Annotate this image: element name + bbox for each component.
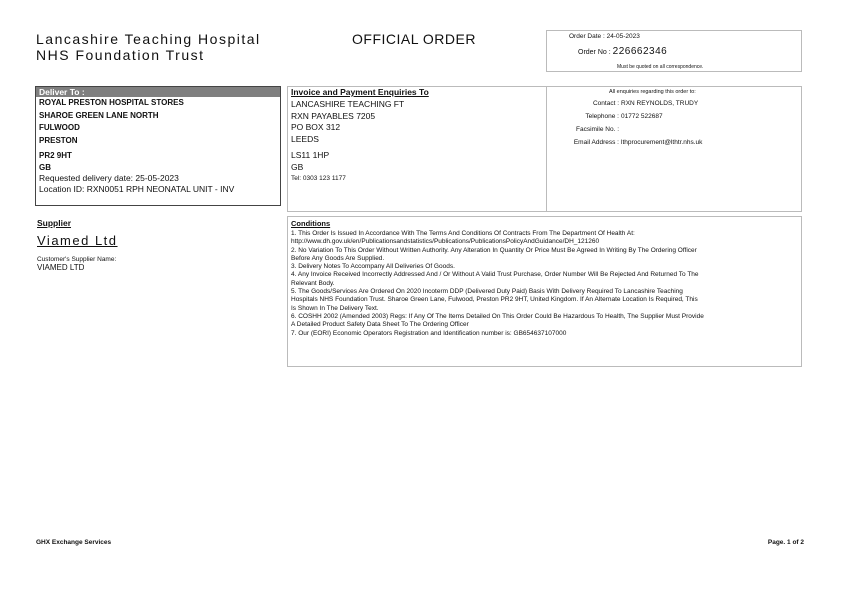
telephone-value: 01772 522687 xyxy=(621,113,663,120)
condition-line: 2. No Variation To This Order Without Written Authority. Any Alteration In Quantity Or Price Must Be Agreed In Writing By The Ordering Officer xyxy=(291,246,697,254)
invoice-country: GB xyxy=(291,161,304,172)
deliver-line: SHAROE GREEN LANE NORTH xyxy=(39,110,159,120)
contact-value: RXN REYNOLDS, TRUDY xyxy=(621,100,699,107)
conditions-heading: Conditions xyxy=(291,219,331,228)
condition-line: http://www.dh.gov.uk/en/Publicationsandstatistics/Publications/PublicationsPolicyAndGuidance/DH_121260 xyxy=(291,238,600,246)
supplier-name: Viamed Ltd xyxy=(37,233,118,248)
invoice-heading: Invoice and Payment Enquiries To xyxy=(291,87,429,97)
supplier-section xyxy=(37,218,118,272)
trust-line-1: Lancashire Teaching Hospital xyxy=(36,31,261,47)
invoice-line: LEEDS xyxy=(291,133,319,144)
trust-line-2: NHS Foundation Trust xyxy=(36,47,205,63)
location-id: Location ID: RXN0051 RPH NEONATAL UNIT - INV xyxy=(39,183,235,194)
order-date-label: Order Date : xyxy=(569,33,605,40)
invoice-tel: Tel: 0303 123 1177 xyxy=(291,175,346,182)
invoice-address xyxy=(291,99,404,185)
invoice-line: PO BOX 312 xyxy=(291,122,341,132)
condition-line: Is Shown In The Delivery Text. xyxy=(291,304,379,312)
supplier-heading: Supplier xyxy=(37,218,72,228)
contact-label: Contact : xyxy=(592,100,619,107)
condition-line: Relevant Body. xyxy=(291,279,335,287)
condition-line: 7. Our (EORI) Economic Operators Registration and Identification number is: GB654637107000 xyxy=(291,329,567,337)
deliver-line: PRESTON xyxy=(39,135,78,145)
email-value: lthprocurement@lthtr.nhs.uk xyxy=(621,139,703,146)
deliver-address xyxy=(39,98,234,194)
condition-line: 3. Delivery Notes To Accompany All Deliveries Of Goods. xyxy=(291,263,455,271)
order-date-value: 24-05-2023 xyxy=(606,33,640,40)
invoice-postcode: LS11 1HP xyxy=(291,150,330,160)
contact-labels xyxy=(547,100,619,152)
footer-left: GHX Exchange Services xyxy=(36,539,112,546)
invoice-line: RXN PAYABLES 7205 xyxy=(291,110,376,121)
contact-values xyxy=(621,100,702,152)
order-no-row xyxy=(578,46,667,57)
fax-label: Facsimile No. : xyxy=(576,126,619,133)
fax-value xyxy=(621,126,702,139)
invoice-box xyxy=(287,86,546,212)
quote-note: Must be quoted on all correspondence. xyxy=(617,64,704,70)
invoice-line: LANCASHIRE TEACHING FT xyxy=(291,99,405,109)
condition-line: 5. The Goods/Services Are Ordered On 2020 Incoterm DDP (Delivered Duty Paid) Basis With Delivery Required To Lancashire Teaching xyxy=(291,288,683,296)
deliver-line: FULWOOD xyxy=(39,123,80,132)
conditions-box xyxy=(287,216,802,367)
email-label: Email Address : xyxy=(573,139,619,146)
conditions-text xyxy=(291,230,801,338)
document-title: OFFICIAL ORDER xyxy=(352,31,476,47)
deliver-country: GB xyxy=(39,162,51,172)
enquiries-note: All enquiries regarding this order to: xyxy=(609,89,696,95)
customer-supplier-label: Customer's Supplier Name: xyxy=(37,256,117,263)
telephone-label: Telephone : xyxy=(585,113,619,120)
condition-line: Before Any Goods Are Supplied. xyxy=(291,254,385,262)
condition-line: Hospitals NHS Foundation Trust. Sharoe Green Lane, Fulwood, Preston PR2 9HT, United Kingdom. If An Alternate Location Is Required, This xyxy=(291,296,698,304)
trust-name xyxy=(36,31,261,63)
deliver-to-box xyxy=(35,86,281,206)
customer-supplier-value: VIAMED LTD xyxy=(37,263,85,272)
contact-box xyxy=(546,86,802,212)
order-no-label: Order No : xyxy=(578,49,611,56)
deliver-to-heading: Deliver To : xyxy=(36,87,280,97)
condition-line: A Detailed Product Safety Data Sheet To The Ordering Officer xyxy=(291,321,469,329)
deliver-line: ROYAL PRESTON HOSPITAL STORES xyxy=(39,98,184,107)
deliver-postcode: PR2 9HT xyxy=(39,151,72,160)
condition-line: 1. This Order Is Issued In Accordance With The Terms And Conditions Of Contracts From The Department Of Health At: xyxy=(291,230,635,237)
order-no-value: 226662346 xyxy=(612,46,668,57)
order-date-row xyxy=(569,33,640,40)
order-info-box xyxy=(546,30,802,72)
condition-line: 6. COSHH 2002 (Amended 2003) Regs: If Any Of The Items Detailed On This Order Could Be Hazardous To Health, The Supplier Must Provide xyxy=(291,312,704,320)
footer-page: Page. 1 of 2 xyxy=(767,539,804,546)
requested-delivery-date: Requested delivery date: 25-05-2023 xyxy=(39,173,179,183)
condition-line: 4. Any Invoice Received Incorrectly Addressed And / Or Without A Valid Trust Purchase, Order Number Will Be Rejected And Returned To The xyxy=(291,271,699,279)
